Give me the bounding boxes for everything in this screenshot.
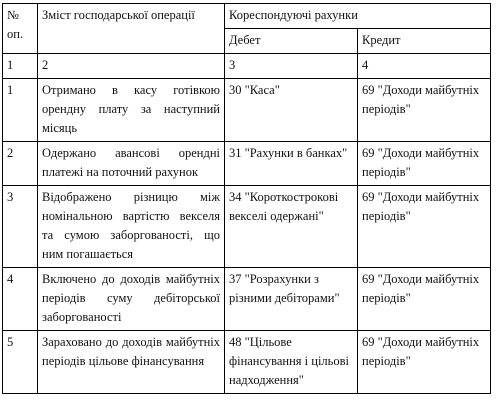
header-accounts: Кореспондуючі рахунки bbox=[225, 4, 491, 29]
header-no bbox=[3, 4, 38, 54]
table-row bbox=[3, 79, 491, 142]
row-credit: 69 "Доходи майбутніх періодів" bbox=[358, 268, 491, 331]
row-credit: 69 "Доходи майбутніх періодів" bbox=[358, 186, 491, 268]
index-cell: 2 bbox=[38, 54, 225, 79]
table-header-row bbox=[3, 4, 491, 29]
index-cell: 3 bbox=[225, 54, 358, 79]
row-credit: 69 "Доходи майбутніх періодів" bbox=[358, 79, 491, 142]
table-row bbox=[3, 142, 491, 186]
accounting-entries-table bbox=[2, 3, 491, 394]
header-credit: Кредит bbox=[358, 29, 491, 54]
row-debit: 34 "Короткострокові векселі одержані" bbox=[225, 186, 358, 268]
row-no: 2 bbox=[3, 142, 38, 186]
row-debit: 31 "Рахунки в банках" bbox=[225, 142, 358, 186]
row-no: 5 bbox=[3, 331, 38, 394]
table-row bbox=[3, 186, 491, 268]
row-no: 1 bbox=[3, 79, 38, 142]
table-row bbox=[3, 268, 491, 331]
row-no: 3 bbox=[3, 186, 38, 268]
row-content: Включено до доходів майбутніх періодів суму дебіторської заборгованості bbox=[38, 268, 225, 331]
row-debit: 37 "Розрахунки з різними дебіторами" bbox=[225, 268, 358, 331]
header-content: Зміст господарської операції bbox=[38, 4, 225, 54]
index-cell: 1 bbox=[3, 54, 38, 79]
header-no-line2: оп. bbox=[7, 27, 24, 41]
row-no: 4 bbox=[3, 268, 38, 331]
row-content: Отримано в касу готівкою орендну плату за наступний місяць bbox=[38, 79, 225, 142]
table-row bbox=[3, 331, 491, 394]
row-credit: 69 "Доходи майбутніх періодів" bbox=[358, 331, 491, 394]
row-content: Відображено різницю між номінальною вартістю векселя та сумою заборгованості, що ним погашається bbox=[38, 186, 225, 268]
row-debit: 30 "Каса" bbox=[225, 79, 358, 142]
header-debit: Дебет bbox=[225, 29, 358, 54]
row-debit: 48 "Цільове фінансування і цільові надходження" bbox=[225, 331, 358, 394]
header-no-line1: № bbox=[7, 8, 19, 22]
row-content: Зараховано до доходів майбутніх періодів цільове фінансування bbox=[38, 331, 225, 394]
row-credit: 69 "Доходи майбутніх періодів" bbox=[358, 142, 491, 186]
index-cell: 4 bbox=[358, 54, 491, 79]
row-content: Одержано авансові орендні платежі на поточний рахунок bbox=[38, 142, 225, 186]
index-row bbox=[3, 54, 491, 79]
